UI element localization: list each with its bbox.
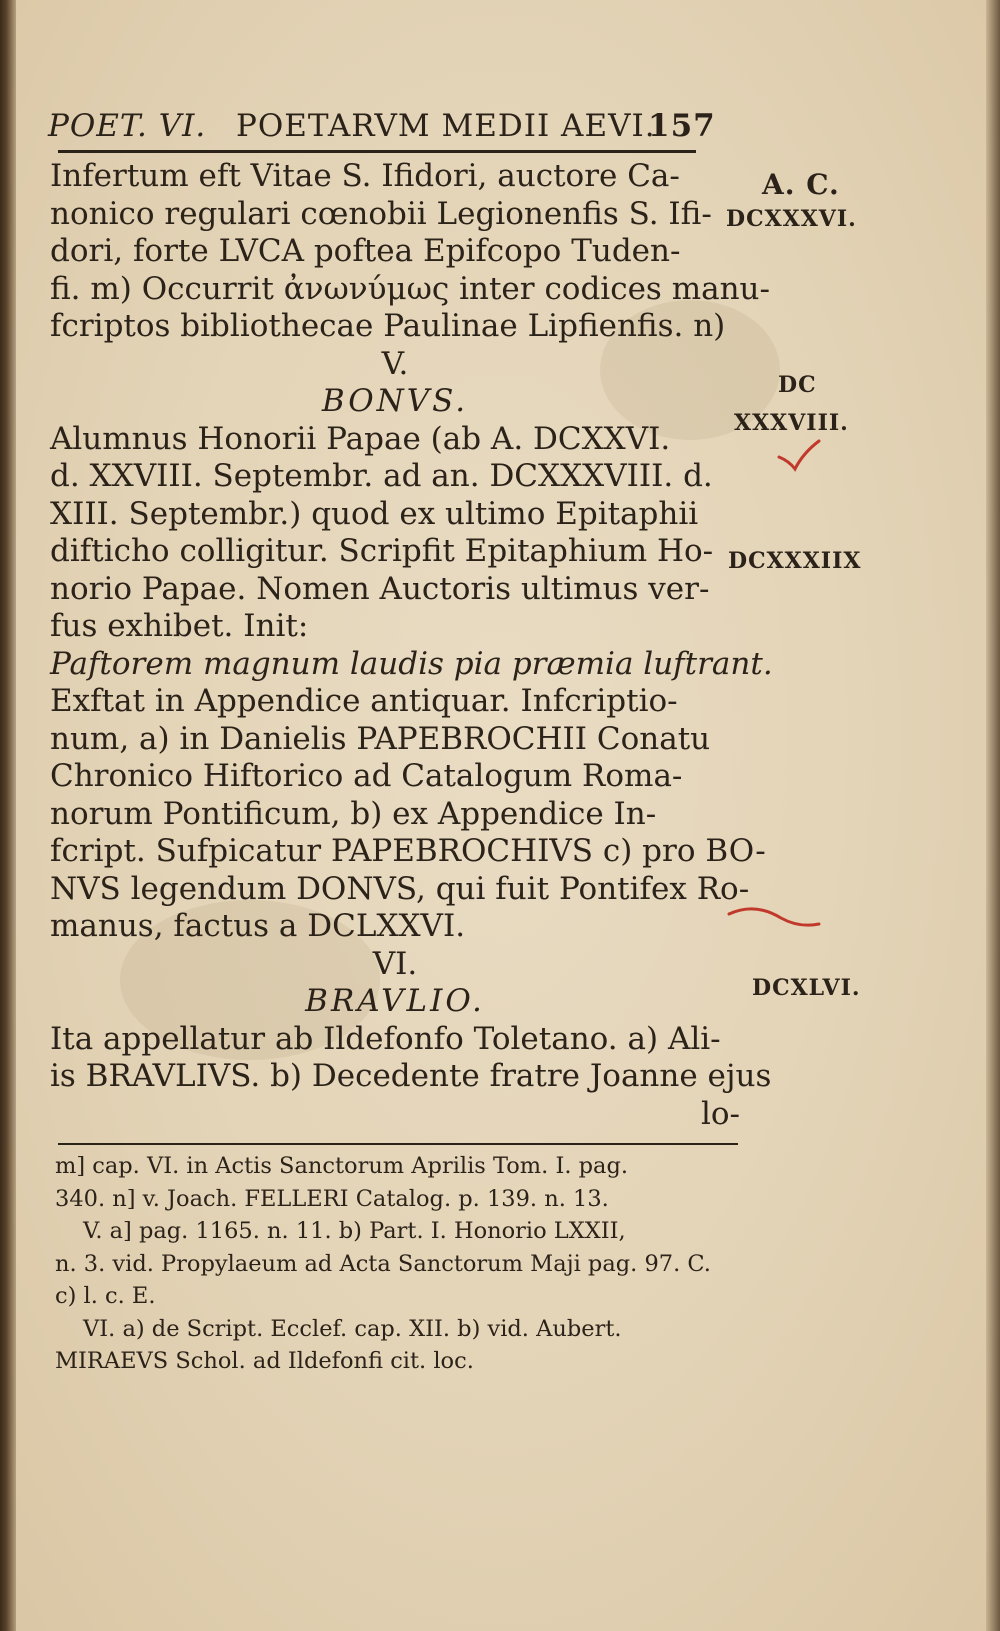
section-heading-braulio: BRAVLIO. (305, 983, 485, 1019)
text-line: Chronico Hiftorico ad Catalogum Roma- (50, 758, 683, 794)
footnotes (55, 1150, 755, 1378)
text-line: dori, forte LVCA poftea Epifcopo Tuden- (50, 233, 681, 269)
header-title: POETARVM MEDII AEVI. (236, 108, 656, 144)
text-line: Infertum eft Vitae S. Ifidori, auctore Ca- (50, 158, 680, 194)
section-number-vi: VI. (372, 945, 418, 982)
page-binding-edge (0, 0, 16, 1631)
text-line: fi. m) Occurrit ἀνωνύμως inter codices manu- (50, 270, 770, 307)
margin-note: DCXXXVI. (726, 206, 857, 232)
page-right-edge (986, 0, 1000, 1631)
text-line: is BRAVLIVS. b) Decedente fratre Joanne ejus (50, 1058, 772, 1094)
red-pencil-underline-mark (725, 900, 825, 940)
footnote-line: VI. a) de Script. Ecclef. cap. XII. b) vid. Aubert. (83, 1315, 622, 1342)
text-line: manus, factus a DCLXXVI. (50, 908, 466, 944)
text-line: norum Pontificum, b) ex Appendice In- (50, 795, 657, 832)
text-line: fcriptos bibliothecae Paulinae Lipfienfis. n) (50, 308, 726, 344)
text-line: fcript. Sufpicatur PAPEBROCHIVS c) pro BO- (50, 833, 766, 869)
footnote-rule (58, 1143, 738, 1145)
text-line: difticho colligitur. Scripfit Epitaphium Ho- (50, 533, 714, 569)
text-line: nonico regulari cœnobii Legionenfis S. Ifi- (50, 195, 712, 232)
text-line: num, a) in Danielis PAPEBROCHII Conatu (50, 720, 711, 757)
margin-note: A. C. (762, 168, 840, 201)
footnote-line: V. a] pag. 1165. n. 11. b) Part. I. Honorio LXXII, (83, 1218, 626, 1244)
page-number: 157 (648, 108, 716, 144)
section-number-v: V. (381, 345, 409, 382)
red-pencil-check-mark (775, 435, 825, 475)
text-line: NVS legendum DONVS, qui fuit Pontifex Ro- (50, 870, 750, 907)
text-line: Ita appellatur ab Ildefonfo Toletano. a) Ali- (50, 1020, 721, 1057)
catchword: lo- (700, 1095, 740, 1132)
text-line: Alumnus Honorii Papae (ab A. DCXXVI. (50, 420, 671, 457)
text-line: d. XXVIII. Septembr. ad an. DCXXXVIII. d. (50, 458, 713, 494)
footnote-line: n. 3. vid. Propylaeum ad Acta Sanctorum Maji pag. 97. C. (55, 1250, 711, 1277)
margin-note: DCXXXIIX (728, 548, 862, 574)
header-section: POET. VI. (48, 108, 207, 144)
text-line: fus exhibet. Init: (50, 608, 309, 644)
margin-note: XXXVIII. (734, 410, 849, 436)
footnote-line: 340. n] v. Joach. FELLERI Catalog. p. 139. n. 13. (55, 1185, 609, 1212)
margin-note: DC (778, 372, 817, 398)
running-header (48, 108, 738, 148)
text-line: Exftat in Appendice antiquar. Infcriptio- (50, 683, 678, 719)
footnote-line: c) l. c. E. (55, 1283, 156, 1309)
footnote-line: MIRAEVS Schol. ad Ildefonfi cit. loc. (55, 1348, 474, 1374)
text-line: norio Papae. Nomen Auctoris ultimus ver- (50, 570, 710, 607)
main-text (50, 158, 773, 1133)
section-heading-bonus: BONVS. (321, 383, 469, 419)
header-rule (58, 150, 696, 153)
quoted-verse: Paftorem magnum laudis pia præmia luftrant. (50, 645, 773, 682)
margin-note: DCXLVI. (752, 975, 861, 1001)
text-line: XIII. Septembr.) quod ex ultimo Epitaphii (50, 495, 699, 532)
footnote-line: m] cap. VI. in Actis Sanctorum Aprilis Tom. I. pag. (55, 1153, 629, 1179)
